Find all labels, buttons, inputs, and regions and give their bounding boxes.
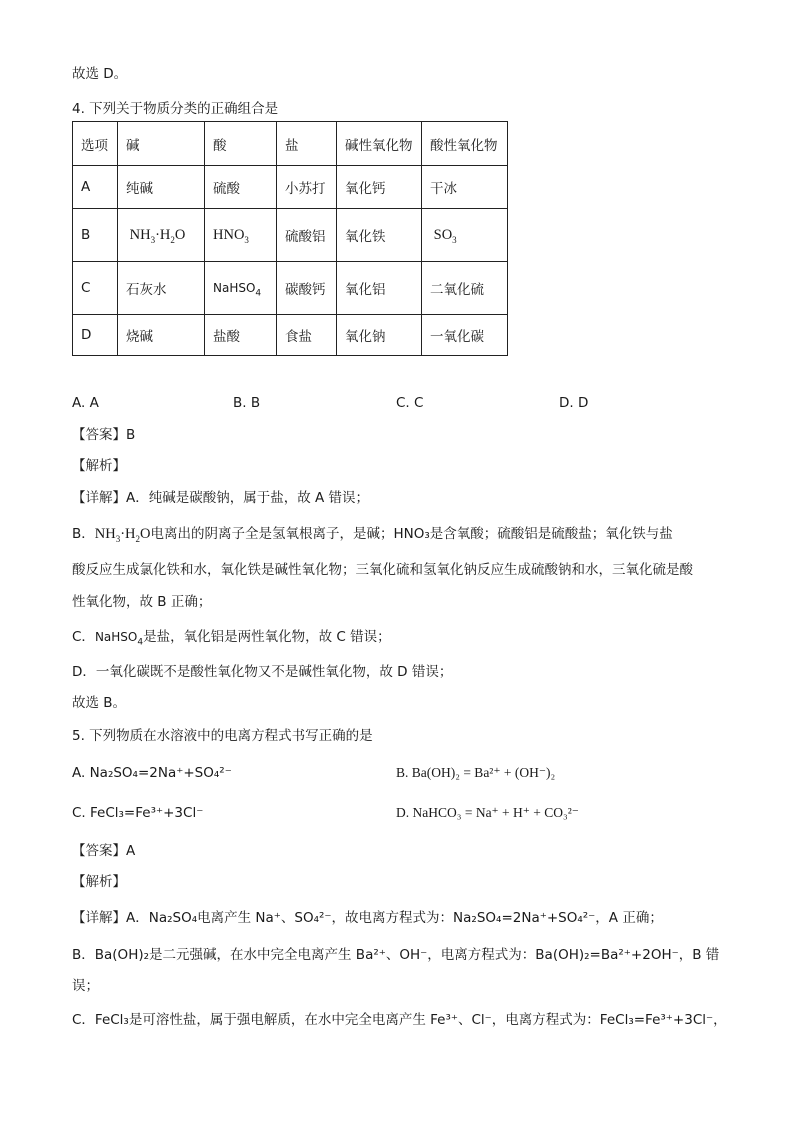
q4-analysis-heading: 【解析】 (72, 458, 126, 474)
q5-detail-c: C．FeCl₃是可溶性盐，属于强电解质，在水中完全电离产生 Fe³⁺、Cl⁻，电离方程式为：FeCl₃=Fe³⁺+3Cl⁻， (72, 1012, 727, 1028)
q5-analysis-heading: 【解析】 (72, 874, 126, 890)
header-option: 选项 (73, 122, 118, 166)
cell-basic-oxide: 氧化铁 (337, 209, 422, 262)
cell-base: 纯碱 (118, 166, 205, 209)
cell-acidic-oxide: $SO_3$ (422, 209, 508, 262)
cell-salt: 硫酸铝 (277, 209, 337, 262)
q4-detail-b-line1: B．$NH_3\cdot H_2O$电离出的阴离子全是氢氧根离子，是碱；HNO₃是含氧酸；硫酸铝是硫酸盐；氧化铁与盐 (72, 526, 673, 544)
q5-detail-a: 【详解】A．Na₂SO₄电离产生 Na⁺、SO₄²⁻，故电离方程式为：Na₂SO₄=2Na⁺+SO₄²⁻，A 正确； (72, 910, 663, 926)
q4-detail-d: D．一氧化碳既不是酸性氧化物又不是碱性氧化物，故 D 错误； (72, 664, 453, 680)
table-row (73, 315, 508, 356)
cell-acid: $HNO_3$ (205, 209, 277, 262)
cell-option: A (73, 166, 118, 209)
table-header-row (73, 122, 508, 166)
cell-salt: 小苏打 (277, 166, 337, 209)
header-salt: 盐 (277, 122, 337, 166)
cell-basic-oxide: 氧化铝 (337, 262, 422, 315)
header-basic-oxide: 碱性氧化物 (337, 122, 422, 166)
cell-salt: 食盐 (277, 315, 337, 356)
q4-option-b: B. B (233, 395, 261, 411)
q5-option-d: D. NaHCO₃ = Na⁺ + H⁺ + CO₃²⁻ (396, 805, 579, 820)
q5-option-b: B. Ba(OH)₂ = Ba²⁺ + (OH⁻)₂ (396, 765, 556, 780)
cell-basic-oxide: 氧化钙 (337, 166, 422, 209)
question-4-title: 4. 下列关于物质分类的正确组合是 (72, 101, 279, 117)
question-5-title: 5. 下列物质在水溶液中的电离方程式书写正确的是 (72, 728, 373, 744)
q4-detail-a: 【详解】A．纯碱是碳酸钠，属于盐，故 A 错误； (72, 490, 370, 506)
q4-detail-b-line3: 性氧化物，故 B 正确； (72, 594, 212, 610)
classification-table (72, 121, 508, 356)
q5-option-a: A. Na₂SO₄=2Na⁺+SO₄²⁻ (72, 765, 232, 781)
cell-option: B (73, 209, 118, 262)
cell-base: 烧碱 (118, 315, 205, 356)
cell-acid: NaHSO$_4$ (205, 262, 277, 315)
cell-acid: 硫酸 (205, 166, 277, 209)
q4-detail-c: C．NaHSO$_4$是盐，氧化铝是两性氧化物，故 C 错误； (72, 629, 391, 648)
q5-option-c: C. FeCl₃=Fe³⁺+3Cl⁻ (72, 805, 204, 821)
q5-detail-b-line2: 误； (72, 978, 99, 994)
header-base: 碱 (118, 122, 205, 166)
table-row (73, 262, 508, 315)
q4-detail-b-line2: 酸反应生成氯化铁和水，氧化铁是碱性氧化物；三氧化硫和氢氧化钠反应生成硫酸钠和水，三氧化硫是酸 (72, 562, 693, 578)
cell-acid: 盐酸 (205, 315, 277, 356)
cell-base: $NH_3\cdot H_2O$ (118, 209, 205, 262)
cell-acidic-oxide: 干冰 (422, 166, 508, 209)
cell-acidic-oxide: 一氧化碳 (422, 315, 508, 356)
q4-option-d: D. D (559, 395, 589, 411)
q4-answer: 【答案】B (72, 427, 136, 443)
q4-option-a: A. A (72, 395, 99, 411)
previous-answer-conclusion: 故选 D。 (72, 66, 128, 82)
cell-option: C (73, 262, 118, 315)
q4-option-c: C. C (396, 395, 424, 411)
cell-base: 石灰水 (118, 262, 205, 315)
cell-option: D (73, 315, 118, 356)
cell-basic-oxide: 氧化钠 (337, 315, 422, 356)
cell-acidic-oxide: 二氧化硫 (422, 262, 508, 315)
header-acidic-oxide: 酸性氧化物 (422, 122, 508, 166)
table-row (73, 166, 508, 209)
header-acid: 酸 (205, 122, 277, 166)
q4-conclusion: 故选 B。 (72, 695, 127, 711)
cell-salt: 碳酸钙 (277, 262, 337, 315)
table-row (73, 209, 508, 262)
q5-detail-b-line1: B．Ba(OH)₂是二元强碱，在水中完全电离产生 Ba²⁺、OH⁻，电离方程式为：Ba(OH)₂=Ba²⁺+2OH⁻，B 错 (72, 947, 720, 963)
q5-answer: 【答案】A (72, 843, 136, 859)
